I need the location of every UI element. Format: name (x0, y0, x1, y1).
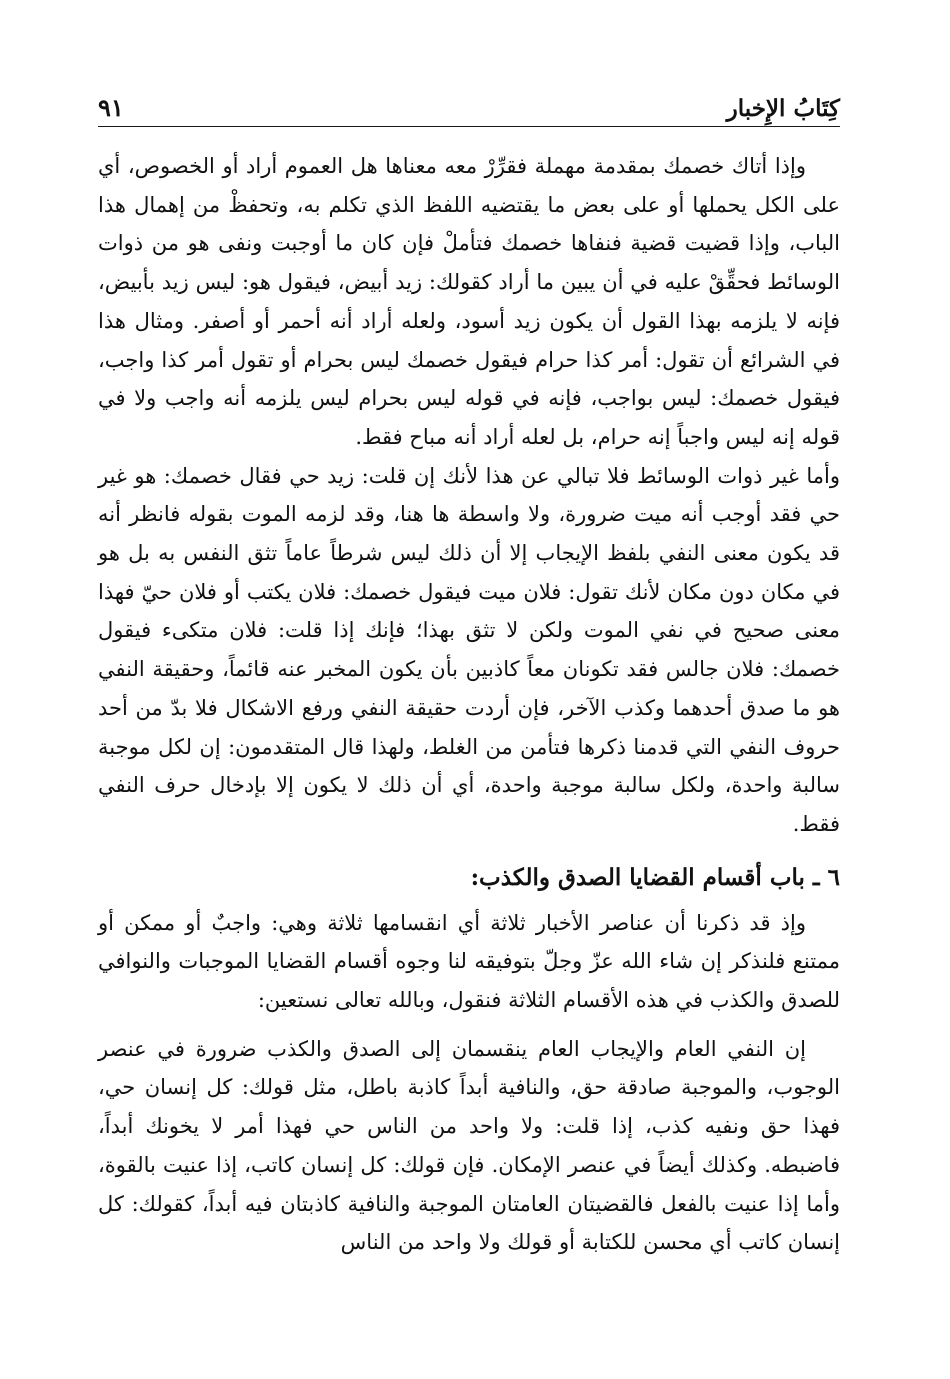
section-heading: ٦ ـ باب أقسام القضايا الصدق والكذب: (470, 863, 840, 891)
page-number: ٩١ (98, 93, 124, 122)
paragraph-2: وأما غير ذوات الوسائط فلا تبالي عن هذا لأنك إن قلت: زيد حي فقال خصمك: هو غير حي فقد أوجب أنه ميت ضرورة، ولا واسطة ها هنا، وقد لزمه الموت بقوله فانظر أنه قد يكون معنى النفي بلفظ الإيجاب إلا أن ذلك ليس شرطاً عاماً تثق النفس به بل هو في مكان دون مكان لأنك تقول: فلان ميت فيقول خصمك: فلان يكتب أو فلان حيّ فهذا معنى صحيح في نفي الموت ولكن لا تثق بهذا؛ فإنك إذا قلت: فلان متكىء فيقول خصمك: فلان جالس فقد تكونان معاً كاذبين بأن يكون المخبر عنه قائماً، وحقيقة النفي هو ما صدق أحدهما وكذب الآخر، فإن أردت حقيقة النفي ورفع الاشكال فلا بدّ من أحد حروف النفي التي قدمنا ذكرها فتأمن من الغلط، ولهذا قال المتقدمون: إن لكل موجبة سالبة واحدة، ولكل سالبة موجبة واحدة، أي أن ذلك لا يكون إلا بإدخال حرف النفي فقط. (98, 463, 840, 836)
paragraph-3: وإذ قد ذكرنا أن عناصر الأخبار ثلاثة أي انقسامها ثلاثة وهي: واجبٌ أو ممكن أو ممتنع فلنذكر إن شاء الله عزّ وجلّ بتوفيقه لنا وجوه أقسام القضايا الموجبات والنوافي للصدق والكذب في هذه الأقسام الثلاثة فنقول، وبالله تعالى نستعين: (98, 910, 840, 1013)
paragraph-1: وإذا أتاك خصمك بمقدمة مهملة فقرِّرْ معه معناها هل العموم أراد أو الخصوص، أي على الكل يحملها أو على بعض ما يقتضيه اللفظ الذي تكلم به، وتحفظْ من إهمال هذا الباب، وإذا قضيت قضية فنفاها خصمك فتأملْ فإن كان ما أوجبت ونفى هو من ذوات الوسائط فحقِّقْ عليه في أن يبين ما أراد كقولك: زيد أبيض، فيقول هو: ليس زيد بأبيض، فإنه لا يلزمه بهذا القول أن يكون زيد أسود، ولعله أراد أنه أحمر أو أصفر. ومثال هذا في الشرائع أن تقول: أمر كذا حرام فيقول خصمك ليس بحرام أو تقول أمر كذا واجب، فيقول خصمك: ليس بواجب، فإنه في قوله ليس بحرام ليس يلزمه أنه واجب ولا في قوله إنه ليس واجباً إنه حرام، بل لعله أراد أنه مباح فقط. (98, 154, 840, 449)
running-title: كِتَابُ الإِخبار (726, 95, 840, 122)
book-page (98, 84, 840, 1344)
page-body (98, 147, 840, 1262)
paragraph-4: إن النفي العام والإيجاب العام ينقسمان إلى الصدق والكذب ضرورة في عنصر الوجوب، والموجبة صادقة حق، والنافية أبداً كاذبة باطل، مثل قولك: كل إنسان حي، فهذا حق ونفيه كذب، إذا قلت: ولا واحد من الناس حي فهذا أمر لا يخونك أبداً، فاضبطه. وكذلك أيضاً في عنصر الإمكان. فإن قولك: كل إنسان كاتب، إذا عنيت بالقوة، وأما إذا عنيت بالفعل فالقضيتان العامتان الموجبة والنافية كاذبتان فيه أبداً، كقولك: كل إنسان كاتب أي محسن للكتابة أو قولك ولا واحد من الناس (98, 1036, 840, 1255)
page-header (98, 84, 840, 127)
paragraph-gap (98, 1020, 840, 1030)
